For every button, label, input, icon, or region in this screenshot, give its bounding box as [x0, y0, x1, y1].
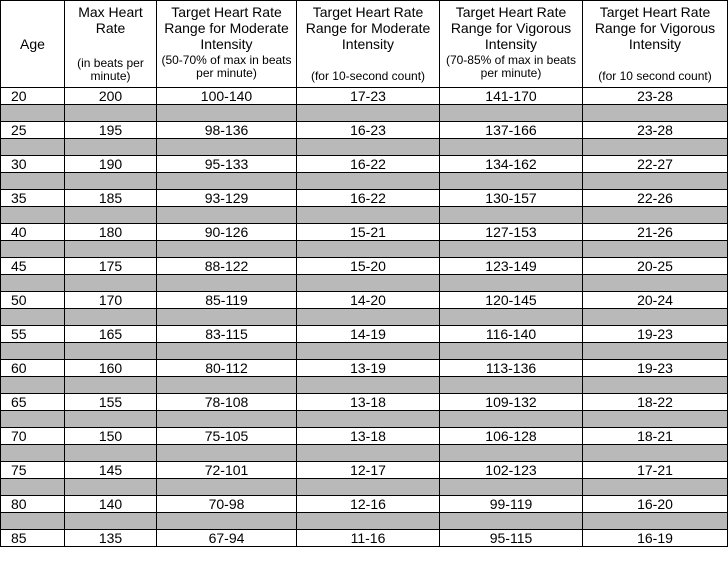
header-max-heart-rate-note: (in beats per minute) — [77, 56, 144, 83]
divider-cell — [583, 377, 728, 394]
max-heart-rate-cell: 170 — [65, 292, 157, 309]
divider-cell — [1, 105, 65, 122]
divider-cell — [65, 513, 157, 530]
divider-row — [1, 309, 728, 326]
divider-cell — [65, 139, 157, 156]
max-heart-rate-cell: 150 — [65, 428, 157, 445]
moderate-10s-cell: 17-23 — [297, 88, 440, 105]
moderate-10s-cell: 16-22 — [297, 156, 440, 173]
moderate-range-cell: 98-136 — [157, 122, 297, 139]
divider-cell — [440, 275, 583, 292]
max-heart-rate-cell: 140 — [65, 496, 157, 513]
divider-cell — [583, 207, 728, 224]
max-heart-rate-cell: 160 — [65, 360, 157, 377]
vigorous-range-cell: 137-166 — [440, 122, 583, 139]
vigorous-10s-cell: 16-20 — [583, 496, 728, 513]
divider-cell — [1, 309, 65, 326]
divider-cell — [440, 309, 583, 326]
header-vigorous-range-note: (70-85% of max in beats per minute) — [445, 53, 577, 80]
vigorous-10s-cell: 21-26 — [583, 224, 728, 241]
table-row — [1, 122, 728, 139]
header-moderate-range — [157, 1, 297, 88]
divider-cell — [157, 139, 297, 156]
max-heart-rate-cell: 200 — [65, 88, 157, 105]
divider-cell — [157, 275, 297, 292]
vigorous-10s-cell: 23-28 — [583, 122, 728, 139]
divider-cell — [297, 309, 440, 326]
divider-cell — [440, 445, 583, 462]
age-cell: 50 — [1, 292, 65, 309]
divider-row — [1, 275, 728, 292]
divider-row — [1, 377, 728, 394]
divider-row — [1, 513, 728, 530]
divider-cell — [1, 377, 65, 394]
age-cell: 55 — [1, 326, 65, 343]
divider-cell — [65, 105, 157, 122]
divider-cell — [297, 105, 440, 122]
divider-cell — [583, 309, 728, 326]
table-row — [1, 462, 728, 479]
divider-cell — [297, 513, 440, 530]
age-cell: 85 — [1, 530, 65, 547]
divider-cell — [440, 513, 583, 530]
table-body — [1, 88, 728, 547]
divider-cell — [440, 139, 583, 156]
vigorous-range-cell: 102-123 — [440, 462, 583, 479]
divider-cell — [583, 513, 728, 530]
vigorous-10s-cell: 22-26 — [583, 190, 728, 207]
divider-row — [1, 479, 728, 496]
divider-cell — [297, 445, 440, 462]
moderate-range-cell: 78-108 — [157, 394, 297, 411]
header-vigorous-10s-note: (for 10 second count) — [598, 69, 712, 83]
divider-cell — [1, 241, 65, 258]
age-cell: 65 — [1, 394, 65, 411]
divider-cell — [157, 479, 297, 496]
divider-cell — [583, 343, 728, 360]
divider-cell — [157, 309, 297, 326]
divider-cell — [440, 411, 583, 428]
divider-cell — [1, 513, 65, 530]
divider-cell — [583, 275, 728, 292]
divider-cell — [1, 173, 65, 190]
table-row — [1, 88, 728, 105]
divider-cell — [65, 309, 157, 326]
vigorous-10s-cell: 18-22 — [583, 394, 728, 411]
header-moderate-range-note: (50-70% of max in beats per minute) — [161, 53, 292, 80]
divider-cell — [157, 105, 297, 122]
divider-cell — [583, 105, 728, 122]
divider-cell — [297, 479, 440, 496]
divider-cell — [583, 139, 728, 156]
divider-row — [1, 411, 728, 428]
vigorous-range-cell: 123-149 — [440, 258, 583, 275]
moderate-10s-cell: 14-20 — [297, 292, 440, 309]
max-heart-rate-cell: 135 — [65, 530, 157, 547]
vigorous-range-cell: 141-170 — [440, 88, 583, 105]
moderate-range-cell: 88-122 — [157, 258, 297, 275]
vigorous-10s-cell: 19-23 — [583, 360, 728, 377]
vigorous-range-cell: 106-128 — [440, 428, 583, 445]
divider-cell — [1, 445, 65, 462]
divider-cell — [440, 479, 583, 496]
table-row — [1, 190, 728, 207]
divider-cell — [157, 207, 297, 224]
header-max-heart-rate-title: Max Heart Rate — [78, 4, 143, 36]
table-row — [1, 326, 728, 343]
moderate-range-cell: 75-105 — [157, 428, 297, 445]
table-row — [1, 292, 728, 309]
divider-cell — [65, 479, 157, 496]
divider-cell — [583, 173, 728, 190]
header-row — [1, 1, 728, 88]
table-row — [1, 394, 728, 411]
divider-cell — [65, 207, 157, 224]
table-row — [1, 224, 728, 241]
divider-cell — [157, 343, 297, 360]
vigorous-range-cell: 130-157 — [440, 190, 583, 207]
divider-cell — [297, 377, 440, 394]
table-row — [1, 360, 728, 377]
moderate-range-cell: 85-119 — [157, 292, 297, 309]
vigorous-range-cell: 113-136 — [440, 360, 583, 377]
divider-cell — [440, 207, 583, 224]
header-vigorous-range-title: Target Heart Rate Range for Vigorous Intensity — [450, 4, 572, 52]
max-heart-rate-cell: 175 — [65, 258, 157, 275]
vigorous-range-cell: 116-140 — [440, 326, 583, 343]
divider-row — [1, 343, 728, 360]
divider-cell — [65, 173, 157, 190]
vigorous-10s-cell: 23-28 — [583, 88, 728, 105]
divider-row — [1, 207, 728, 224]
moderate-range-cell: 80-112 — [157, 360, 297, 377]
moderate-range-cell: 100-140 — [157, 88, 297, 105]
divider-cell — [157, 377, 297, 394]
table-row — [1, 530, 728, 547]
divider-cell — [1, 207, 65, 224]
divider-cell — [65, 275, 157, 292]
divider-row — [1, 173, 728, 190]
max-heart-rate-cell: 180 — [65, 224, 157, 241]
moderate-range-cell: 90-126 — [157, 224, 297, 241]
age-cell: 35 — [1, 190, 65, 207]
vigorous-10s-cell: 17-21 — [583, 462, 728, 479]
header-moderate-10s — [297, 1, 440, 88]
divider-cell — [1, 343, 65, 360]
moderate-10s-cell: 12-17 — [297, 462, 440, 479]
age-cell: 75 — [1, 462, 65, 479]
divider-row — [1, 139, 728, 156]
moderate-10s-cell: 16-23 — [297, 122, 440, 139]
vigorous-range-cell: 127-153 — [440, 224, 583, 241]
divider-cell — [440, 343, 583, 360]
moderate-10s-cell: 11-16 — [297, 530, 440, 547]
age-cell: 60 — [1, 360, 65, 377]
moderate-range-cell: 93-129 — [157, 190, 297, 207]
divider-cell — [583, 241, 728, 258]
vigorous-10s-cell: 20-24 — [583, 292, 728, 309]
divider-cell — [297, 411, 440, 428]
divider-cell — [297, 275, 440, 292]
divider-cell — [440, 105, 583, 122]
divider-cell — [1, 275, 65, 292]
vigorous-10s-cell: 16-19 — [583, 530, 728, 547]
moderate-range-cell: 83-115 — [157, 326, 297, 343]
moderate-10s-cell: 12-16 — [297, 496, 440, 513]
table-row — [1, 496, 728, 513]
divider-cell — [440, 241, 583, 258]
moderate-10s-cell: 13-18 — [297, 394, 440, 411]
vigorous-range-cell: 95-115 — [440, 530, 583, 547]
vigorous-range-cell: 134-162 — [440, 156, 583, 173]
moderate-range-cell: 72-101 — [157, 462, 297, 479]
divider-cell — [65, 241, 157, 258]
age-cell: 30 — [1, 156, 65, 173]
age-cell: 40 — [1, 224, 65, 241]
divider-cell — [157, 173, 297, 190]
moderate-10s-cell: 13-18 — [297, 428, 440, 445]
table-row — [1, 258, 728, 275]
divider-cell — [297, 207, 440, 224]
divider-cell — [583, 411, 728, 428]
max-heart-rate-cell: 195 — [65, 122, 157, 139]
divider-cell — [157, 445, 297, 462]
divider-row — [1, 105, 728, 122]
divider-row — [1, 241, 728, 258]
divider-cell — [65, 445, 157, 462]
divider-cell — [157, 241, 297, 258]
moderate-10s-cell: 15-21 — [297, 224, 440, 241]
divider-cell — [1, 479, 65, 496]
moderate-10s-cell: 13-19 — [297, 360, 440, 377]
divider-cell — [65, 377, 157, 394]
divider-cell — [65, 343, 157, 360]
max-heart-rate-cell: 145 — [65, 462, 157, 479]
table-row — [1, 156, 728, 173]
moderate-range-cell: 67-94 — [157, 530, 297, 547]
age-cell: 25 — [1, 122, 65, 139]
moderate-10s-cell: 15-20 — [297, 258, 440, 275]
max-heart-rate-cell: 190 — [65, 156, 157, 173]
divider-cell — [1, 411, 65, 428]
vigorous-10s-cell: 20-25 — [583, 258, 728, 275]
moderate-range-cell: 70-98 — [157, 496, 297, 513]
divider-cell — [297, 343, 440, 360]
header-moderate-range-title: Target Heart Rate Range for Moderate Intensity — [164, 4, 289, 52]
divider-cell — [297, 241, 440, 258]
divider-row — [1, 445, 728, 462]
divider-cell — [440, 377, 583, 394]
age-cell: 20 — [1, 88, 65, 105]
header-vigorous-range — [440, 1, 583, 88]
divider-cell — [583, 479, 728, 496]
header-vigorous-10s — [583, 1, 728, 88]
age-cell: 45 — [1, 258, 65, 275]
divider-cell — [583, 445, 728, 462]
divider-cell — [157, 513, 297, 530]
divider-cell — [297, 173, 440, 190]
header-moderate-10s-note: (for 10-second count) — [310, 69, 426, 83]
header-vigorous-10s-title: Target Heart Rate Range for Vigorous Intensity — [594, 4, 716, 52]
age-cell: 70 — [1, 428, 65, 445]
age-cell: 80 — [1, 496, 65, 513]
divider-cell — [65, 411, 157, 428]
vigorous-range-cell: 99-119 — [440, 496, 583, 513]
vigorous-10s-cell: 19-23 — [583, 326, 728, 343]
max-heart-rate-cell: 185 — [65, 190, 157, 207]
table-row — [1, 428, 728, 445]
max-heart-rate-cell: 155 — [65, 394, 157, 411]
moderate-10s-cell: 14-19 — [297, 326, 440, 343]
vigorous-10s-cell: 18-21 — [583, 428, 728, 445]
divider-cell — [297, 139, 440, 156]
header-moderate-10s-title: Target Heart Rate Range for Moderate Intensity — [305, 4, 431, 52]
divider-cell — [1, 139, 65, 156]
vigorous-range-cell: 109-132 — [440, 394, 583, 411]
divider-cell — [440, 173, 583, 190]
vigorous-10s-cell: 22-27 — [583, 156, 728, 173]
moderate-10s-cell: 16-22 — [297, 190, 440, 207]
max-heart-rate-cell: 165 — [65, 326, 157, 343]
divider-cell — [157, 411, 297, 428]
vigorous-range-cell: 120-145 — [440, 292, 583, 309]
moderate-range-cell: 95-133 — [157, 156, 297, 173]
header-max-heart-rate — [65, 1, 157, 88]
header-age: Age — [1, 1, 65, 88]
